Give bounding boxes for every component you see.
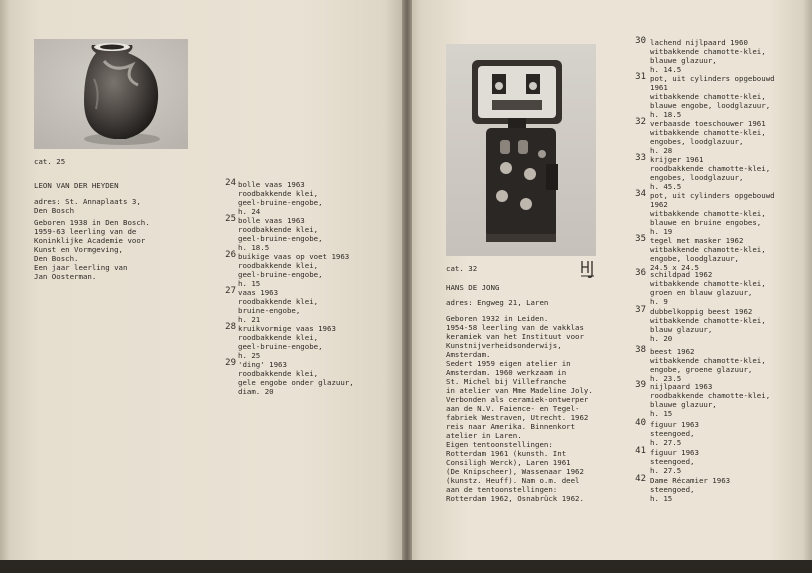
entry-line: 'ding' 1963 [238,360,287,369]
artist-name-right: HANS DE JONG [446,283,500,292]
catalog-entry [650,448,699,475]
entry-line: 24.5 x 24.5 [650,263,699,272]
bio-line: 1954-58 leerling van de vakklas [446,323,584,332]
catalog-number: 41 [635,446,646,456]
bio-line: keramiek van het Instituut voor [446,332,584,341]
entry-line: roodbakkende klei, [238,369,319,378]
entry-line: witbakkende chamotte-klei, [650,356,766,365]
catalog-number: 26 [225,250,236,260]
address-left [34,197,141,215]
entry-line: h. 19 [650,227,673,236]
entry-line: pot, uit cylinders opgebouwd [650,191,775,200]
catalog-number: 40 [635,418,646,428]
entry-line: steengoed, [650,457,695,466]
catalog-entry [650,38,766,74]
bio-line: Koninklijke Academie voor [34,236,146,245]
bio-line: Geboren 1938 in Den Bosch. [34,218,150,227]
entry-line: engobe, loodglazuur, [650,254,739,263]
catalog-entry [238,180,323,216]
catalog-number: 25 [225,214,236,224]
bio-line: Sedert 1959 eigen atelier in [446,359,571,368]
entry-line: schildpad 1962 [650,270,713,279]
bio-line: Eigen tentoonstellingen: [446,440,553,449]
bio-line: reis naar Amerika. Binnenkort [446,422,576,431]
catalog-entry [238,252,349,288]
bio-line: (De Knipscheer), Wassenaar 1962 [446,467,584,476]
entry-line: beest 1962 [650,347,695,356]
entry-line: h. 15 [650,494,673,503]
catalog-number: 36 [635,268,646,278]
entry-line: diam. 20 [238,387,274,396]
entry-line: kruikvormige vaas 1963 [238,324,336,333]
entry-line: blauwe engobe, loodglazuur, [650,101,771,110]
bio-line: aan de tentoonstellingen: [446,485,558,494]
entry-line: roodbakkende klei, [238,261,319,270]
entry-line: groen en blauw glazuur, [650,288,753,297]
catalog-number: 24 [225,178,236,188]
bio-line: atelier in Laren. [446,431,522,440]
entry-line: witbakkende chamotte-klei, [650,47,766,56]
catalog-number: 34 [635,189,646,199]
entry-line: geel-bruine-engobe, [238,342,323,351]
catalog-number: 33 [635,153,646,163]
entry-line: h. 45.5 [650,182,682,191]
bio-line: aan de N.V. Faience- en Tegel- [446,404,580,413]
bio-line: Kunstnijverheidsonderwijs, [446,341,562,350]
entry-line: h. 23.5 [650,374,682,383]
entry-line: h. 14.5 [650,65,682,74]
entry-line: roodbakkende klei, [238,225,319,234]
bio-line: Kunst en Vormgeving, [34,245,123,254]
entry-line: bruine-engobe, [238,306,301,315]
entry-line: dubbelkoppig beest 1962 [650,307,753,316]
entry-line: blauw glazuur, [650,325,713,334]
catalog-entry [650,155,770,191]
entry-line: bolle vaas 1963 [238,180,305,189]
bio-line: in atelier van Mme Madeline Joly. [446,386,593,395]
catalog-number: 32 [635,117,646,127]
catalog-entry [650,74,775,119]
catalog-number: 31 [635,72,646,82]
entry-line: geel-bruine-engobe, [238,234,323,243]
entry-line: tegel met masker 1962 [650,236,744,245]
entry-line: h. 25 [238,351,261,360]
book-gutter [402,0,412,573]
catalog-number: 35 [635,234,646,244]
photo-caption-right: cat. 32 [446,264,478,273]
entry-line: witbakkende chamotte-klei, [650,92,766,101]
entry-line: h. 27.5 [650,438,682,447]
entry-line: witbakkende chamotte-klei, [650,279,766,288]
entry-line: roodbakkende chamotte-klei, [650,164,771,173]
entry-line: witbakkende chamotte-klei, [650,245,766,254]
entry-line: engobes, loodglazuur, [650,137,744,146]
catalog-number: 42 [635,474,646,484]
entry-line: engobes, loodglazuur, [650,173,744,182]
catalog-entry [650,191,775,236]
catalog-entry [650,119,766,155]
catalog-entry [650,347,766,383]
catalog-entry [650,476,730,503]
sculpture-photo [446,44,596,256]
bio-line: Jan Oosterman. [34,272,97,281]
entry-line: h. 20 [650,334,673,343]
entry-line: gele engobe onder glazuur, [238,378,354,387]
catalog-entry [650,307,766,343]
entry-line: krijger 1961 [650,155,704,164]
entry-line: figuur 1963 [650,420,699,429]
entry-line: verbaasde toeschouwer 1961 [650,119,766,128]
entry-line: blauwe glazuur, [650,56,717,65]
entry-line: h. 15 [650,409,673,418]
bio-line: Amsterdam. 1960 werkzaam in [446,368,567,377]
bio-line: Amsterdam. [446,350,491,359]
bio-line: Rotterdam 1962, Osnabrück 1962. [446,494,584,503]
entry-line: 1961 [650,83,668,92]
catalog-entry [650,270,766,306]
catalog-entry [238,216,323,252]
entry-line: roodbakkende klei, [238,297,319,306]
entry-line: geel-bruine-engobe, [238,198,323,207]
catalog-entry [650,382,770,418]
entry-line: engobe, groene glazuur, [650,365,753,374]
bio-line: Rotterdam 1961 (kunsth. Int [446,449,567,458]
vase-photo [34,39,188,149]
bio-line: Consiligh Werck), Laren 1961 [446,458,571,467]
catalog-entry [650,420,699,447]
entry-line: roodbakkende chamotte-klei, [650,391,771,400]
entry-line: h. 18.5 [238,243,270,252]
entry-line: 1962 [650,200,668,209]
entry-line: roodbakkende klei, [238,333,319,342]
entry-line: steengoed, [650,485,695,494]
address-right: adres: Engweg 21, Laren [446,298,549,307]
bio-left [34,218,150,281]
catalog-number: 39 [635,380,646,390]
entry-line: h. 9 [650,297,668,306]
entry-line: blauwe en bruine engobes, [650,218,762,227]
bio-line: Verbonden als ceramiek-ontwerper [446,395,589,404]
catalog-number: 37 [635,305,646,315]
entry-line: steengoed, [650,429,695,438]
entry-line: buikige vaas op voet 1963 [238,252,350,261]
bio-line: Een jaar leerling van [34,263,128,272]
catalog-entry [238,288,318,324]
bio-line: Geboren 1932 in Leiden. [446,314,549,323]
catalog-entry [238,324,336,360]
catalog-number: 29 [225,358,236,368]
catalog-number: 27 [225,286,236,296]
address-line: Den Bosch [34,206,75,215]
photo-caption-left: cat. 25 [34,157,66,166]
entry-line: vaas 1963 [238,288,279,297]
entry-line: pot, uit cylinders opgebouwd [650,74,775,83]
bio-line: Den Bosch. [34,254,79,263]
entry-line: bolle vaas 1963 [238,216,305,225]
table-surface [0,560,812,573]
entry-line: h. 27.5 [650,466,682,475]
bio-line: St. Michel bij Villefranche [446,377,567,386]
entry-line: h. 15 [238,279,261,288]
entry-line: lachend nijlpaard 1960 [650,38,748,47]
catalog-number: 28 [225,322,236,332]
entry-line: witbakkende chamotte-klei, [650,209,766,218]
entry-line: h. 24 [238,207,261,216]
artist-name-left: LEON VAN DER HEYDEN [34,181,119,190]
entry-line: geel-bruine-engobe, [238,270,323,279]
catalog-number: 30 [635,36,646,46]
entry-line: nijlpaard 1963 [650,382,713,391]
catalog-entry [650,236,766,272]
entry-line: blauwe glazuur, [650,400,717,409]
entry-line: h. 18.5 [650,110,682,119]
entry-line: Dame Récamier 1963 [650,476,731,485]
bio-line: fabriek Westraven, Utrecht. 1962 [446,413,589,422]
entry-line: witbakkende chamotte-klei, [650,128,766,137]
entry-line: witbakkende chamotte-klei, [650,316,766,325]
bio-line: 1959-63 leerling van de [34,227,137,236]
address-line: adres: St. Annaplaats 3, [34,197,141,206]
catalog-entry [238,360,354,396]
entry-line: h. 28 [650,146,673,155]
entry-line: roodbakkende klei, [238,189,319,198]
catalog-number: 38 [635,345,646,355]
bio-right [446,314,593,503]
artist-monogram-icon [580,259,596,279]
bio-line: (kunstz. Heuff). Nam o.m. deel [446,476,580,485]
entry-line: h. 21 [238,315,261,324]
entry-line: figuur 1963 [650,448,699,457]
